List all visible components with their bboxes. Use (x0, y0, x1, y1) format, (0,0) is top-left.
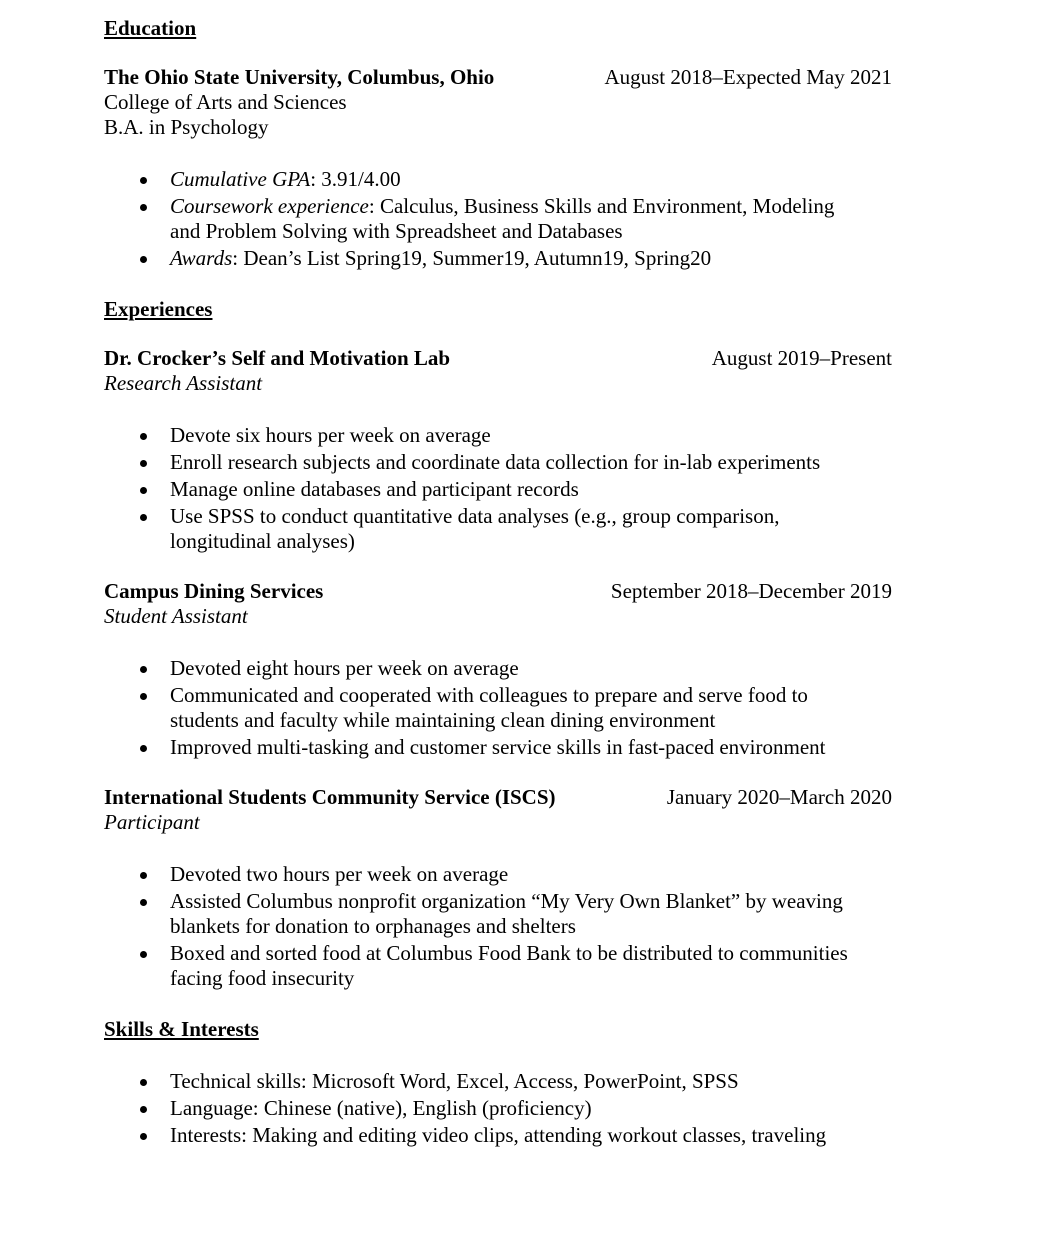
bullet-icon (140, 177, 147, 184)
section-education (104, 15, 894, 271)
bullet-icon (140, 872, 147, 879)
experience-header (104, 346, 894, 371)
list-item: Boxed and sorted food at Columbus Food Bank to be distributed to communities facing food insecurity (104, 941, 894, 991)
experience-bullets (104, 862, 894, 991)
list-item: Enroll research subjects and coordinate data collection for in-lab experiments (104, 450, 894, 475)
bullet-icon (140, 204, 147, 211)
skills-bullets (104, 1069, 894, 1148)
list-item: Technical skills: Microsoft Word, Excel, Access, PowerPoint, SPSS (104, 1069, 894, 1094)
bullet-icon (140, 256, 147, 263)
list-item: Interests: Making and editing video clips, attending workout classes, traveling (104, 1123, 894, 1148)
experience-date: August 2019–Present (711, 346, 892, 370)
bullet-icon (140, 433, 147, 440)
list-item: Manage online databases and participant records (104, 477, 894, 502)
education-date: August 2018–Expected May 2021 (604, 65, 892, 89)
bullet-icon (140, 460, 147, 467)
list-item: Communicated and cooperated with colleagues to prepare and serve food to students and faculty while maintaining clean dining environment (104, 683, 894, 733)
experience-date: January 2020–March 2020 (666, 785, 892, 809)
bullet-icon (140, 514, 147, 521)
role-title: Research Assistant (104, 371, 263, 395)
bullet-icon (140, 1106, 147, 1113)
experience-entry (104, 346, 894, 554)
section-heading-education: Education (104, 16, 197, 40)
bullet-icon (140, 693, 147, 700)
bullet-icon (140, 951, 147, 958)
bullet-icon (140, 487, 147, 494)
bullet-icon (140, 899, 147, 906)
list-item: Awards: Dean’s List Spring19, Summer19, Autumn19, Spring20 (104, 246, 894, 271)
list-item: Coursework experience: Calculus, Business Skills and Environment, Modeling and Problem Solving with Spreadsheet and Databases (104, 194, 894, 244)
experience-header (104, 785, 894, 810)
organization-name: Campus Dining Services (104, 579, 324, 603)
organization-name: International Students Community Service (ISCS) (104, 785, 556, 809)
list-item: Devoted eight hours per week on average (104, 656, 894, 681)
college-name: College of Arts and Sciences (104, 90, 347, 114)
resume-page (104, 15, 894, 1150)
list-item: Cumulative GPA: 3.91/4.00 (104, 167, 894, 192)
organization-name: Dr. Crocker’s Self and Motivation Lab (104, 346, 451, 370)
bullet-icon (140, 666, 147, 673)
bullet-icon (140, 745, 147, 752)
experience-bullets (104, 423, 894, 554)
section-experiences (104, 296, 894, 991)
degree: B.A. in Psychology (104, 115, 269, 139)
list-item: Language: Chinese (native), English (proficiency) (104, 1096, 894, 1121)
section-heading-skills: Skills & Interests (104, 1017, 259, 1041)
list-item: Devote six hours per week on average (104, 423, 894, 448)
experience-entry (104, 785, 894, 991)
experience-date: September 2018–December 2019 (610, 579, 892, 603)
list-item: Assisted Columbus nonprofit organization “My Very Own Blanket” by weaving blankets for donation to orphanages and shelters (104, 889, 894, 939)
section-skills (104, 1016, 894, 1148)
education-bullets (104, 167, 894, 271)
list-item: Devoted two hours per week on average (104, 862, 894, 887)
education-entry-header (104, 65, 894, 90)
bullet-icon (140, 1133, 147, 1140)
experience-header (104, 579, 894, 604)
list-item: Improved multi-tasking and customer service skills in fast-paced environment (104, 735, 894, 760)
role-title: Student Assistant (104, 604, 248, 628)
section-heading-experiences: Experiences (104, 297, 213, 321)
list-item: Use SPSS to conduct quantitative data analyses (e.g., group comparison, longitudinal analyses) (104, 504, 894, 554)
experience-bullets (104, 656, 894, 760)
experience-entry (104, 579, 894, 760)
bullet-icon (140, 1079, 147, 1086)
school-name: The Ohio State University, Columbus, Ohio (104, 65, 495, 89)
role-title: Participant (104, 810, 200, 834)
